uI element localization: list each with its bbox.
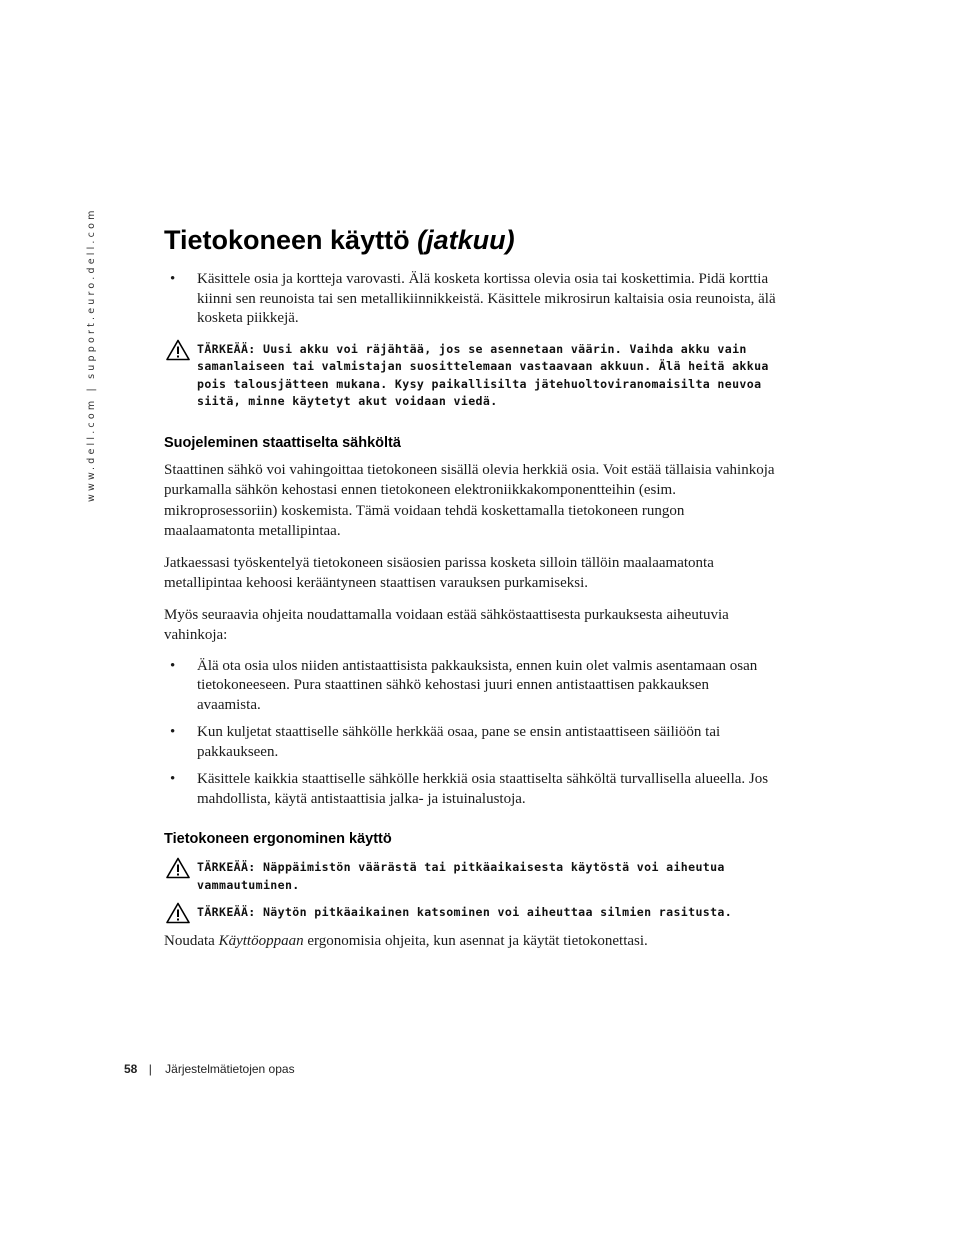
notice-text: TÄRKEÄÄ: Uusi akku voi räjähtää, jos se asennetaan väärin. Vaihda akku vain samanlaiseen tai valmistajan suosittelemaan vastaavaan akkuun. Älä heitä akkua pois talousjätteen mukana. Kysy paikallisilta jätehuoltoviranomaisilta neuvoa siitä, minne käytetyt akut voidaan viedä. — [197, 341, 769, 408]
closing-paragraph — [164, 931, 776, 952]
section-heading-ergonomics: Tietokoneen ergonominen käyttö — [164, 831, 392, 847]
notice-text: TÄRKEÄÄ: Näppäimistön väärästä tai pitkäaikaisesta käytöstä voi aiheutua vammautuminen. — [197, 860, 725, 892]
section-heading-static: Suojeleminen staattiselta sähköltä — [164, 434, 401, 451]
side-url: www.dell.com | support.euro.dell.com — [86, 207, 97, 502]
closing-text-after: ergonomisia ohjeita, kun asennat ja käytät tietokonettasi. — [303, 932, 648, 949]
page-footer — [124, 1062, 295, 1076]
page-number: 58 — [124, 1062, 138, 1076]
paragraph: Staattinen sähkö voi vahingoittaa tietokoneen sisällä olevia herkkiä osia. Voit estää tällaisia vahinkoja purkamalla sähkön kehostasi ennen tietokoneen elektroniikkakomponentteihin (esim. mikroprosessoriin) koskemista. Tämä voidaan tehdä koskettamalla tietokoneen rungon maalaamatonta metallipintaa. — [164, 461, 775, 539]
notice-text: TÄRKEÄÄ: Näytön pitkäaikainen katsominen voi aiheuttaa silmien rasitusta. — [197, 905, 733, 919]
list-item-text: Käsittele kaikkia staattiselle sähkölle herkkiä osia staattiselta sähköltä turvallisella alueella. Jos mahdollista, käytä antistaattisia jalka- ja istuinalustoja. — [197, 771, 769, 807]
list-item — [164, 723, 776, 762]
bullet-dot: • — [170, 657, 176, 674]
static-bullet-list — [164, 657, 776, 810]
warning-triangle-icon — [166, 857, 190, 879]
user-guide-title: Käyttöoppaan — [218, 932, 304, 949]
list-item — [164, 657, 776, 716]
list-item-text: Älä ota osia ulos niiden antistaattisista pakkauksista, ennen kuin olet valmis asentamaan osan tietokoneeseen. Pura staattinen sähkö kehostasi juuri ennen antistaattisen pakkauksen avaamista. — [197, 657, 758, 713]
bullet-dot: • — [170, 724, 176, 740]
warning-triangle-icon — [166, 339, 190, 361]
warning-triangle-icon — [166, 902, 190, 924]
notice-battery — [164, 341, 776, 411]
paragraph: Jatkaessasi työskentelyä tietokoneen sisäosien parissa kosketa silloin tällöin maalaamatonta metallipintaa kehoosi kerääntyneen staattisen varauksen purkamiseksi. — [164, 554, 714, 591]
paragraph: Myös seuraavia ohjeita noudattamalla voidaan estää sähköstaattisesta purkauksesta aiheutuvia vahinkoja: — [164, 606, 729, 643]
closing-text-before: Noudata — [164, 932, 219, 949]
page-content — [164, 220, 776, 951]
notice-display — [164, 904, 776, 922]
list-item — [164, 770, 776, 809]
title-continued: (jatkuu) — [417, 225, 515, 255]
intro-bullet-list — [164, 270, 776, 329]
title-main: Tietokoneen käyttö — [164, 225, 410, 255]
list-item-text: Kun kuljetat staattiselle sähkölle herkkää osaa, pane se ensin antistaattiseen säiliöön tai pakkaukseen. — [197, 724, 721, 760]
bullet-dot: • — [170, 271, 176, 287]
bullet-dot: • — [170, 771, 176, 787]
page-title — [164, 220, 776, 260]
footer-doc-title: Järjestelmätietojen opas — [165, 1062, 295, 1076]
list-item — [164, 270, 776, 329]
notice-keyboard — [164, 859, 776, 894]
footer-separator: | — [148, 1062, 152, 1076]
list-item-text: Käsittele osia ja kortteja varovasti. Älä kosketa kortissa olevia osia tai koskettimia. Pidä korttia kiinni sen reunoista tai sen metallikiinnikkeistä. Käsittele mikrosirun kaltaisia osia reunoista, älä kosketa piikkejä. — [197, 271, 776, 326]
